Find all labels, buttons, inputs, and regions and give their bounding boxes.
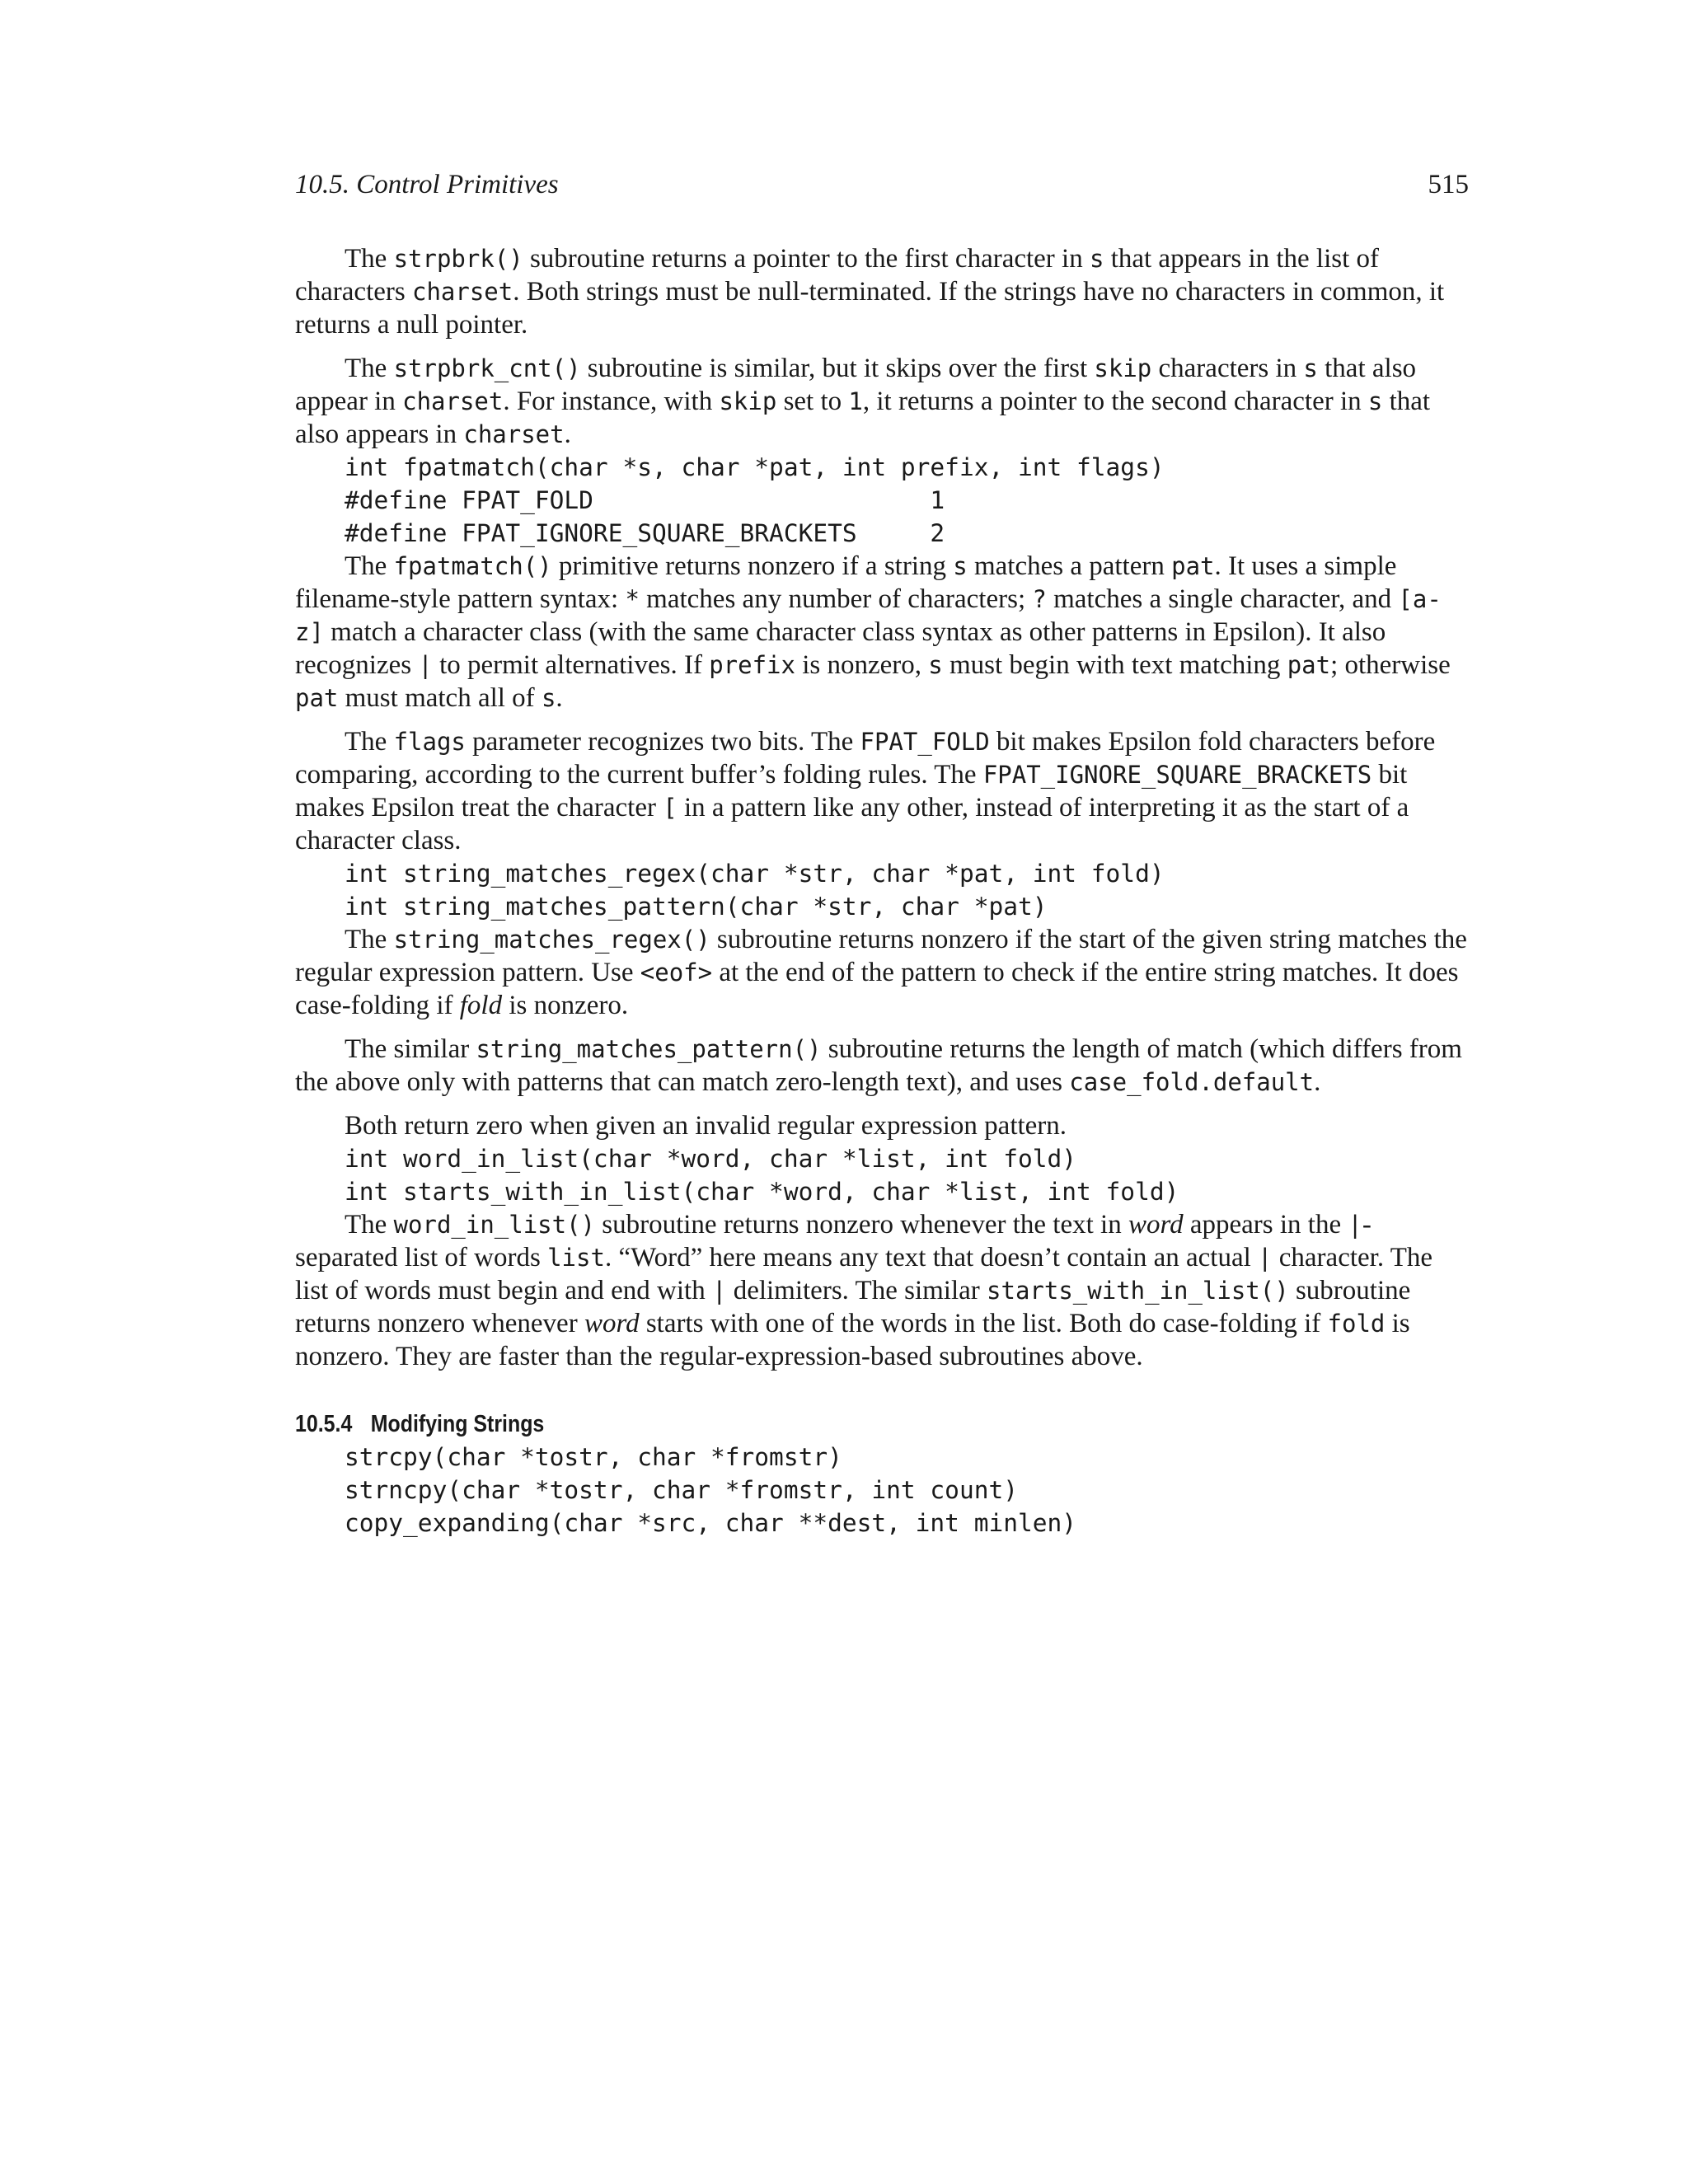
paragraph-both-return-zero: Both return zero when given an invalid regular expression pattern. [345,1111,1067,1141]
running-header [295,170,1469,206]
code-line: #define FPAT_FOLD 1 [345,486,945,514]
subsection-heading [295,1408,1305,1441]
code-block-modifying-strings [345,1441,1469,1540]
code-line: copy_expanding(char *src, char **dest, int minlen) [345,1509,1077,1537]
code-line: strncpy(char *tostr, char *fromstr, int count) [345,1476,1018,1504]
paragraph-fpatmatch: The fpatmatch() primitive returns nonzero if a string s matches a pattern pat. It uses a simple filename-style pattern syntax: * matches any number of characters; ? matches a single character, and [a-z] match a character class (with the same character class syntax as other patterns in Epsilon). It also recognizes | to permit alternatives. If prefix is nonzero, s must begin with text matching pat; otherwise pat must match all of s. [295,551,1451,713]
section-title: 10.5. Control Primitives [295,170,559,199]
paragraph-flags: The flags parameter recognizes two bits. The FPAT_FOLD bit makes Epsilon fold characters before comparing, according to the current buffer’s folding rules. The FPAT_IGNORE_SQUARE_BRACKETS bit makes Epsilon treat the character [ in a pattern like any other, instead of interpreting it as the start of a character class. [295,727,1436,855]
code-line: int fpatmatch(char *s, char *pat, int prefix, int flags) [345,453,1165,481]
code-line: #define FPAT_IGNORE_SQUARE_BRACKETS 2 [345,519,945,547]
subsection-number: 10.5.4 [295,1411,353,1437]
code-block-fpatmatch [345,451,1469,550]
paragraph-strpbrk-cnt: The strpbrk_cnt() subroutine is similar, but it skips over the first skip characters in s that also appear in charset. For instance, with skip set to 1, it returns a pointer to the second character in s that also appears in charset. [295,354,1431,449]
subsection-title: Modifying Strings [370,1411,545,1437]
code-line: strcpy(char *tostr, char *fromstr) [345,1443,842,1471]
paragraph-word-in-list: The word_in_list() subroutine returns nonzero whenever the text in word appears in the |-separated list of words list. “Word” here means any text that doesn’t contain an actual | character. The list of words must begin and end with | delimiters. The similar starts_with_in_list() subroutine returns nonzero whenever word starts with one of the words in the list. Both do case-folding if fold is nonzero. They are faster than the regular-expression-based subroutines above. [295,1210,1433,1371]
paragraph-string-matches-regex: The string_matches_regex() subroutine returns nonzero if the start of the given string matches the regular expression pattern. Use <eof> at the end of the pattern to check if the entire string matches. It does case-folding if fold is nonzero. [295,925,1467,1020]
page-number: 515 [1428,170,1469,199]
page-body [295,242,1469,1540]
code-line: int string_matches_regex(char *str, char *pat, int fold) [345,860,1165,888]
paragraph-string-matches-pattern: The similar string_matches_pattern() subroutine returns the length of match (which differs from the above only with patterns that can match zero-length text), and uses case_fold.default. [295,1034,1462,1097]
code-block-word-in-list [345,1142,1469,1208]
code-line: int string_matches_pattern(char *str, char *pat) [345,893,1048,921]
code-block-string-matches [345,857,1469,923]
code-line: int starts_with_in_list(char *word, char *list, int fold) [345,1178,1179,1206]
paragraph-strpbrk: The strpbrk() subroutine returns a pointer to the first character in s that appears in the list of characters charset. Both strings must be null-terminated. If the strings have no characters in common, it returns a null pointer. [295,244,1445,340]
code-line: int word_in_list(char *word, char *list, int fold) [345,1145,1077,1173]
